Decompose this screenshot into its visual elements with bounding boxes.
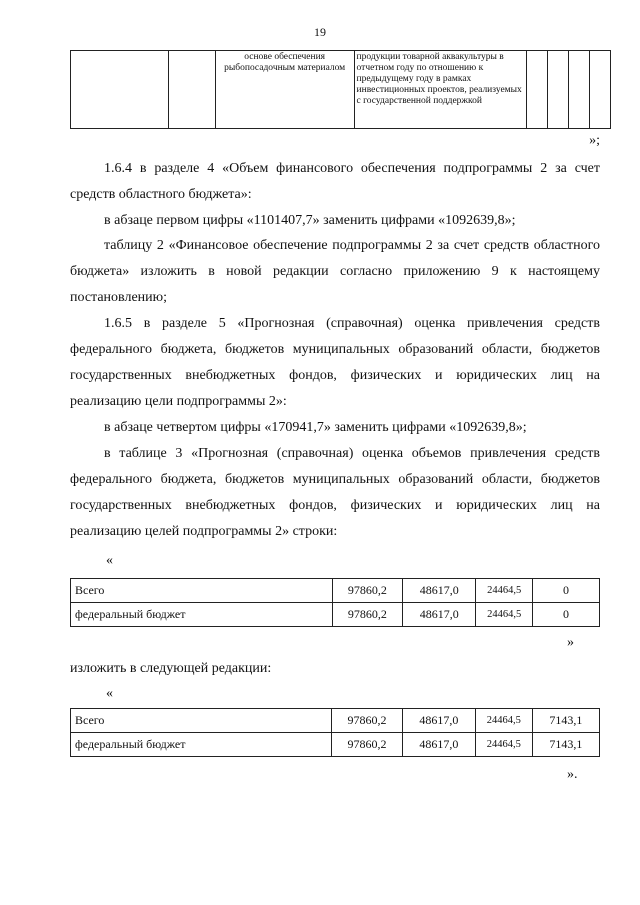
- table-cell-empty: [589, 51, 610, 129]
- row-label: Всего: [71, 709, 332, 733]
- value-cell: 7143,1: [532, 709, 599, 733]
- table-row: [71, 579, 600, 603]
- value-cell: 97860,2: [332, 603, 402, 627]
- quote-close: »;: [589, 133, 600, 148]
- table-cell-goal: основе обеспечения рыбопосадочным материалом: [215, 51, 354, 129]
- value-cell: 48617,0: [403, 603, 476, 627]
- row-label: Всего: [71, 579, 333, 603]
- value-cell: 48617,0: [402, 733, 475, 757]
- value-cell: 0: [533, 579, 600, 603]
- table-cell-indicator: продукции товарной аквакультуры в отчетном году по отношению к предыдущему году в рамках инвестиционных проектов, реализуемых с государственной поддержкой: [354, 51, 526, 129]
- value-cell: 24464,5: [476, 709, 533, 733]
- table-cell-empty: [568, 51, 589, 129]
- value-cell: 24464,5: [476, 733, 533, 757]
- table-cell-empty: [168, 51, 215, 129]
- quote-close: ».: [567, 767, 578, 782]
- value-cell: 97860,2: [332, 733, 402, 757]
- paragraph: 1.6.4 в разделе 4 «Объем финансового обеспечения подпрограммы 2 за счет средств областного бюджета»:: [70, 161, 600, 202]
- value-cell: 97860,2: [332, 709, 402, 733]
- table-row: [71, 709, 600, 733]
- paragraph: в таблице 3 «Прогнозная (справочная) оценка объемов привлечения средств федерального бюджета, бюджетов муниципальных образований области, бюджетов государственных внебюджетных фондов, физических и юридических лиц на реализацию целей подпрограммы 2» строки:: [70, 446, 600, 539]
- value-cell: 7143,1: [532, 733, 599, 757]
- table-row: [71, 603, 600, 627]
- table-cell-empty: [71, 51, 169, 129]
- old-rows-table: [70, 578, 600, 627]
- value-cell: 48617,0: [402, 709, 475, 733]
- paragraph: таблицу 2 «Финансовое обеспечение подпрограммы 2 за счет средств областного бюджета» изложить в новой редакции согласно приложению 9 к настоящему постановлению;: [70, 238, 600, 305]
- value-cell: 0: [533, 603, 600, 627]
- value-cell: 24464,5: [476, 603, 533, 627]
- paragraph: 1.6.5 в разделе 5 «Прогнозная (справочная) оценка привлечения средств федерального бюджета, бюджетов муниципальных образований области, бюджетов государственных внебюджетных фондов, физических и юридических лиц на реализацию цели подпрограммы 2»:: [70, 316, 600, 409]
- table-cell-empty: [547, 51, 568, 129]
- new-rows-table: [70, 708, 600, 757]
- continuation-table: [70, 50, 611, 129]
- value-cell: 48617,0: [403, 579, 476, 603]
- page-number: 19: [314, 25, 326, 39]
- paragraph: изложить в следующей редакции:: [70, 661, 272, 676]
- row-label: федеральный бюджет: [71, 603, 333, 627]
- value-cell: 97860,2: [332, 579, 402, 603]
- quote-open: «: [106, 553, 113, 568]
- table-cell-empty: [526, 51, 547, 129]
- value-cell: 24464,5: [476, 579, 533, 603]
- paragraph: в абзаце четвертом цифры «170941,7» заменить цифрами «1092639,8»;: [104, 420, 527, 435]
- paragraph: в абзаце первом цифры «1101407,7» заменить цифрами «1092639,8»;: [104, 213, 516, 228]
- quote-open: «: [106, 686, 113, 701]
- table-row: [71, 733, 600, 757]
- quote-close: »: [567, 635, 574, 650]
- row-label: федеральный бюджет: [71, 733, 332, 757]
